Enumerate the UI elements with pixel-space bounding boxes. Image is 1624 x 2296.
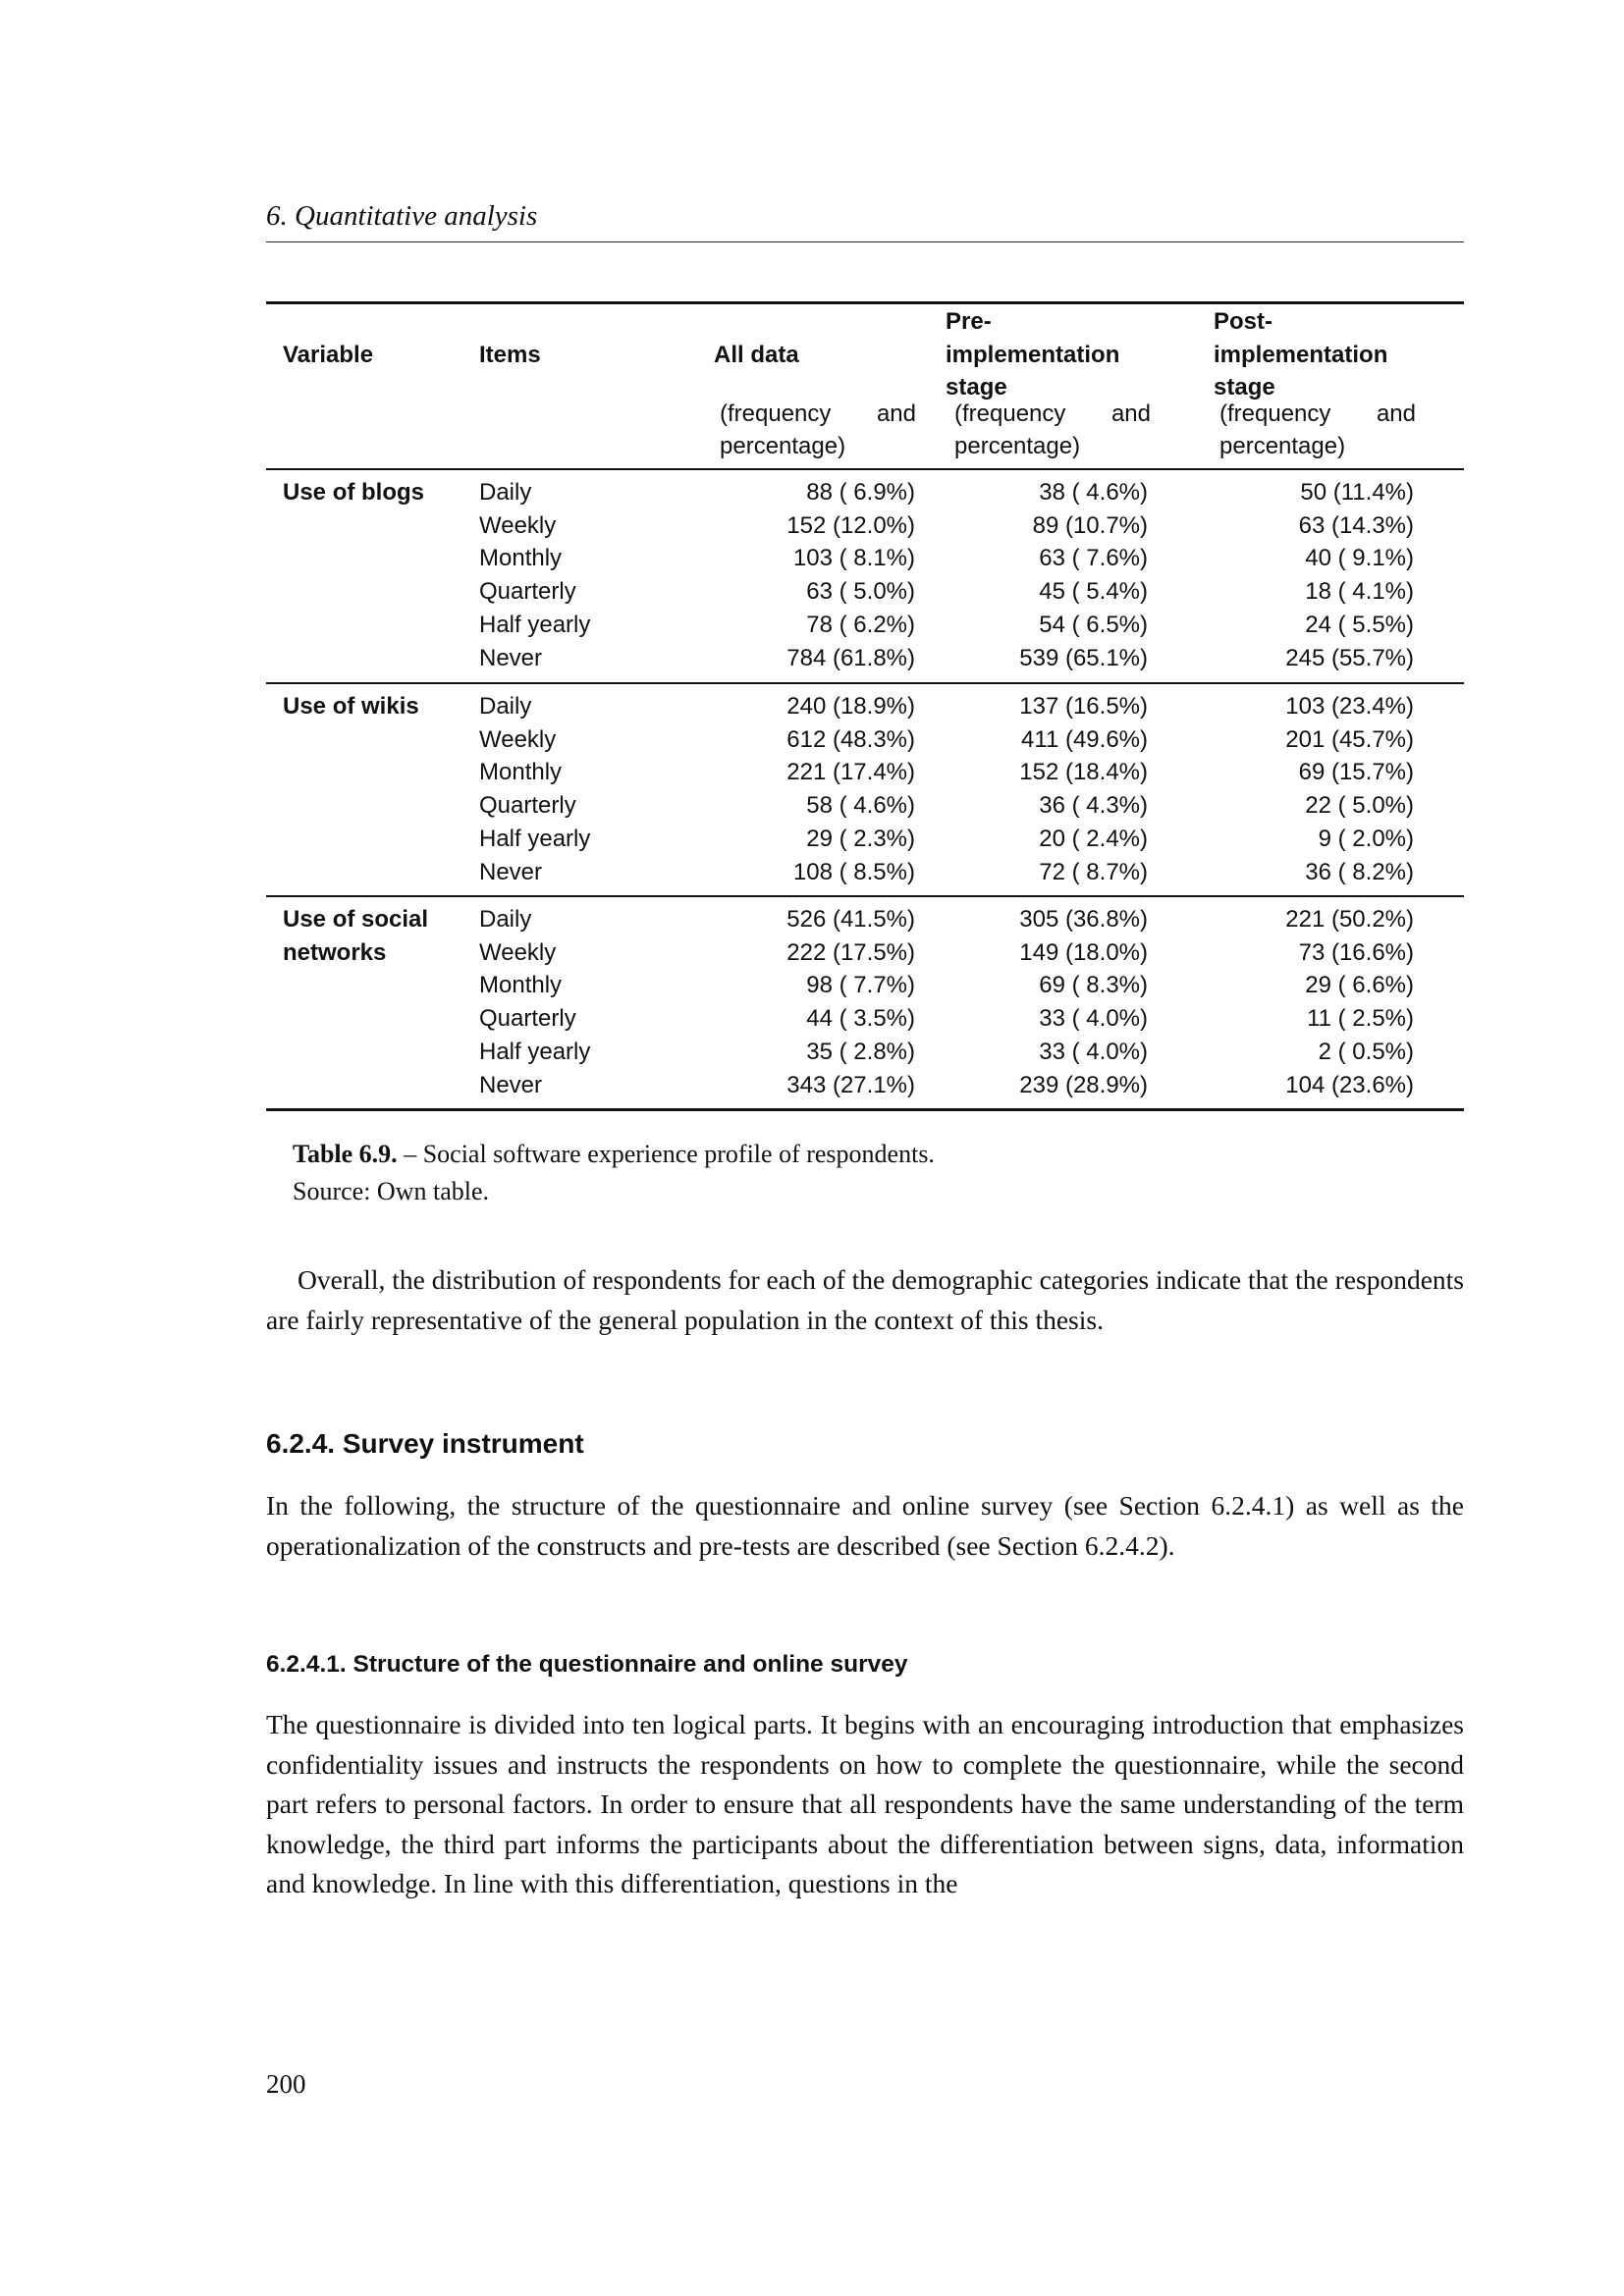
pre-implementation-cell: 152 (18.4%) (1019, 759, 1148, 786)
post-implementation-cell: 63 (14.3%) (1298, 511, 1414, 539)
item-cell: Never (479, 858, 543, 885)
subheader-text: percentage) (720, 433, 846, 459)
paragraph: The questionnaire is divided into ten logical parts. It begins with an encouraging introduction that emphasizes confidentiality issues and instructs the respondents on how to complete the questionnaire, while the second part refers to personal factors. In order to ensure that all respondents have the same understanding of the term knowledge, the third part informs the participants about the differentiation between signs, data, information and knowledge. In line with this differentiation, questions in the (266, 1709, 1464, 1898)
table-rule (266, 1108, 1464, 1111)
section-heading: 6.2.4. Survey instrument (266, 1428, 584, 1459)
header-rule (266, 241, 1464, 242)
pre-implementation-cell: 33 ( 4.0%) (1039, 1038, 1148, 1065)
header-variable: Variable (283, 342, 374, 368)
subheader-text: percentage) (1219, 433, 1346, 459)
header-post-1: Post- (1214, 308, 1272, 335)
post-implementation-cell: 22 ( 5.0%) (1305, 792, 1414, 820)
table-rule (266, 895, 1464, 897)
item-cell: Weekly (479, 938, 557, 966)
pre-implementation-cell: 69 ( 8.3%) (1039, 972, 1148, 999)
all-data-cell: 29 ( 2.3%) (806, 825, 915, 852)
post-implementation-cell: 11 ( 2.5%) (1307, 1005, 1414, 1033)
post-implementation-cell: 2 ( 0.5%) (1318, 1038, 1414, 1065)
item-cell: Half yearly (479, 825, 591, 852)
header-items: Items (479, 342, 541, 368)
all-data-cell: 78 ( 6.2%) (806, 611, 915, 638)
item-cell: Never (479, 1071, 543, 1098)
pre-implementation-cell: 63 ( 7.6%) (1039, 545, 1148, 572)
pre-implementation-cell: 239 (28.9%) (1019, 1071, 1148, 1098)
subheader-text: and (876, 400, 916, 427)
page-number: 200 (266, 2069, 306, 2099)
all-data-cell: 526 (41.5%) (786, 906, 915, 933)
pre-implementation-cell: 45 ( 5.4%) (1039, 578, 1148, 606)
all-data-cell: 58 ( 4.6%) (806, 792, 915, 820)
pre-implementation-cell: 89 (10.7%) (1032, 511, 1148, 539)
variable-label: Use of wikis (283, 693, 419, 720)
pre-implementation-cell: 54 ( 6.5%) (1039, 611, 1148, 638)
post-implementation-cell: 245 (55.7%) (1285, 644, 1414, 671)
pre-implementation-cell: 36 ( 4.3%) (1039, 792, 1148, 820)
subheader-text: percentage) (954, 433, 1081, 459)
header-pre-2: implementation (946, 342, 1120, 368)
all-data-cell: 44 ( 3.5%) (806, 1005, 915, 1033)
header-pre-3: stage (946, 374, 1007, 400)
pre-implementation-cell: 20 ( 2.4%) (1039, 825, 1148, 852)
subheader-text: (frequency (720, 400, 832, 427)
item-cell: Daily (479, 693, 532, 720)
table-caption (293, 1140, 935, 1169)
paragraph: Overall, the distribution of respondents for each of the demographic categories indicate that the respondents are fairly representative of the general population in the context of this thesis. (266, 1264, 1464, 1335)
item-cell: Weekly (479, 725, 557, 753)
item-cell: Quarterly (479, 792, 576, 820)
item-cell: Daily (479, 906, 532, 933)
pre-implementation-cell: 305 (36.8%) (1019, 906, 1148, 933)
variable-label: Use of blogs (283, 479, 425, 506)
post-implementation-cell: 24 ( 5.5%) (1305, 611, 1414, 638)
variable-label: Use of social (283, 906, 429, 933)
all-data-cell: 98 ( 7.7%) (806, 972, 915, 999)
pre-implementation-cell: 539 (65.1%) (1019, 644, 1148, 671)
subheader-text: (frequency (954, 400, 1066, 427)
post-implementation-cell: 103 (23.4%) (1285, 693, 1414, 720)
all-data-cell: 152 (12.0%) (786, 511, 915, 539)
item-cell: Half yearly (479, 611, 591, 638)
subheader-text: (frequency (1219, 400, 1331, 427)
caption-label: Table 6.9. (293, 1140, 398, 1168)
all-data-cell: 222 (17.5%) (786, 938, 915, 966)
post-implementation-cell: 18 ( 4.1%) (1305, 578, 1414, 606)
post-implementation-cell: 36 ( 8.2%) (1305, 858, 1414, 885)
item-cell: Weekly (479, 511, 557, 539)
all-data-cell: 88 ( 6.9%) (806, 479, 915, 506)
item-cell: Monthly (479, 972, 563, 999)
subheader-post (1219, 398, 1416, 462)
all-data-cell: 784 (61.8%) (786, 644, 915, 671)
subheader-pre (954, 398, 1151, 462)
all-data-cell: 35 ( 2.8%) (806, 1038, 915, 1065)
item-cell: Half yearly (479, 1038, 591, 1065)
item-cell: Quarterly (479, 578, 576, 606)
all-data-cell: 103 ( 8.1%) (792, 545, 915, 572)
table-top-rule (266, 301, 1464, 304)
all-data-cell: 63 ( 5.0%) (806, 578, 915, 606)
all-data-cell: 240 (18.9%) (786, 693, 915, 720)
post-implementation-cell: 201 (45.7%) (1285, 725, 1414, 753)
table-header-rule (266, 468, 1464, 470)
post-implementation-cell: 29 ( 6.6%) (1305, 972, 1414, 999)
post-implementation-cell: 221 (50.2%) (1285, 906, 1414, 933)
post-implementation-cell: 9 ( 2.0%) (1318, 825, 1414, 852)
pre-implementation-cell: 33 ( 4.0%) (1039, 1005, 1148, 1033)
post-implementation-cell: 73 (16.6%) (1298, 938, 1414, 966)
item-cell: Daily (479, 479, 532, 506)
pre-implementation-cell: 149 (18.0%) (1019, 938, 1148, 966)
all-data-cell: 612 (48.3%) (786, 725, 915, 753)
post-implementation-cell: 104 (23.6%) (1285, 1071, 1414, 1098)
all-data-cell: 343 (27.1%) (786, 1071, 915, 1098)
pre-implementation-cell: 137 (16.5%) (1019, 693, 1148, 720)
header-post-2: implementation (1214, 342, 1388, 368)
post-implementation-cell: 40 ( 9.1%) (1305, 545, 1414, 572)
subsection-heading: 6.2.4.1. Structure of the questionnaire and online survey (266, 1651, 908, 1678)
pre-implementation-cell: 72 ( 8.7%) (1039, 858, 1148, 885)
header-pre-1: Pre- (946, 308, 992, 335)
item-cell: Monthly (479, 545, 563, 572)
running-head: 6. Quantitative analysis (266, 200, 538, 232)
subheader-text: and (1376, 400, 1416, 427)
paragraph: In the following, the structure of the questionnaire and online survey (see Section 6.2.4.1) as well as the operationalization of the constructs and pre-tests are described (see Section 6.2.4.2). (266, 1490, 1464, 1561)
table-rule (266, 682, 1464, 684)
post-implementation-cell: 50 (11.4%) (1300, 479, 1414, 506)
subheader-all (720, 398, 916, 462)
subheader-text: and (1110, 400, 1151, 427)
item-cell: Monthly (479, 759, 563, 786)
pre-implementation-cell: 411 (49.6%) (1021, 725, 1148, 753)
header-post-3: stage (1214, 374, 1275, 400)
variable-label: networks (283, 938, 387, 966)
all-data-cell: 221 (17.4%) (786, 759, 915, 786)
table-source: Source: Own table. (293, 1177, 490, 1205)
all-data-cell: 108 ( 8.5%) (792, 858, 915, 885)
pre-implementation-cell: 38 ( 4.6%) (1039, 479, 1148, 506)
header-all-data: All data (714, 342, 799, 368)
item-cell: Quarterly (479, 1005, 576, 1033)
item-cell: Never (479, 644, 543, 671)
post-implementation-cell: 69 (15.7%) (1298, 759, 1414, 786)
caption-text: – Social software experience profile of respondents. (397, 1140, 935, 1168)
